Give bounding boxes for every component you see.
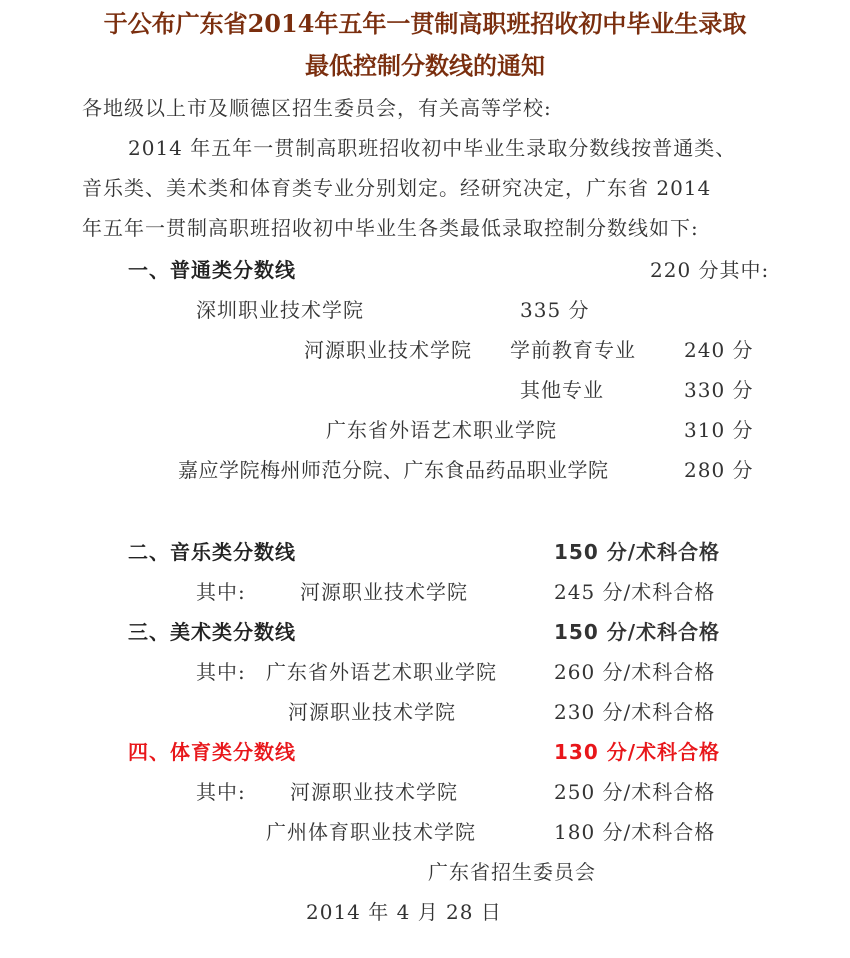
music-prefix: 其中: bbox=[196, 580, 246, 604]
title-line-1: 于公布广东省2014年五年一贯制高职班招收初中毕业生录取 bbox=[103, 9, 747, 38]
general-heading: 一、普通类分数线 bbox=[128, 258, 296, 282]
sports-prefix: 其中: bbox=[196, 780, 246, 804]
sports-school-1: 河源职业技术学院 bbox=[290, 780, 458, 804]
art-school-1: 广东省外语艺术职业学院 bbox=[266, 660, 497, 684]
general-school-1: 深圳职业技术学院 bbox=[196, 298, 364, 322]
art-prefix: 其中: bbox=[196, 660, 246, 684]
music-score-1: 245 分/术科合格 bbox=[554, 580, 716, 604]
sports-school-2: 广州体育职业技术学院 bbox=[266, 820, 476, 844]
general-score: 220 分其中: bbox=[650, 258, 770, 282]
sports-score: 130 分/术科合格 bbox=[554, 740, 721, 764]
body-line-1: 2014 年五年一贯制高职班招收初中毕业生录取分数线按普通类、 bbox=[128, 136, 737, 160]
body-line-3: 年五年一贯制高职班招收初中毕业生各类最低录取控制分数线如下: bbox=[82, 216, 699, 240]
sports-score-2: 180 分/术科合格 bbox=[554, 820, 716, 844]
general-score-1: 335 分 bbox=[520, 298, 590, 322]
body-line-2: 音乐类、美术类和体育类专业分别划定。经研究决定，广东省 2014 bbox=[82, 176, 712, 200]
general-major-3: 其他专业 bbox=[520, 378, 604, 402]
art-score: 150 分/术科合格 bbox=[554, 620, 721, 644]
music-school-1: 河源职业技术学院 bbox=[300, 580, 468, 604]
art-school-2: 河源职业技术学院 bbox=[288, 700, 456, 724]
sports-score-1: 250 分/术科合格 bbox=[554, 780, 716, 804]
salutation: 各地级以上市及顺德区招生委员会，有关高等学校: bbox=[82, 96, 552, 120]
music-score: 150 分/术科合格 bbox=[554, 540, 721, 564]
general-score-2: 240 分 bbox=[684, 338, 754, 362]
general-score-4: 310 分 bbox=[684, 418, 754, 442]
art-heading: 三、美术类分数线 bbox=[128, 620, 296, 644]
music-heading: 二、音乐类分数线 bbox=[128, 540, 296, 564]
title-line-2: 最低控制分数线的通知 bbox=[305, 51, 545, 80]
general-major-2: 学前教育专业 bbox=[510, 338, 636, 362]
general-score-3: 330 分 bbox=[684, 378, 754, 402]
general-score-5: 280 分 bbox=[684, 458, 754, 482]
art-score-2: 230 分/术科合格 bbox=[554, 700, 716, 724]
general-school-2: 河源职业技术学院 bbox=[304, 338, 472, 362]
issuer: 广东省招生委员会 bbox=[428, 860, 596, 884]
general-school-5: 嘉应学院梅州师范分院、广东食品药品职业学院 bbox=[178, 458, 609, 482]
issue-date: 2014 年 4 月 28 日 bbox=[306, 900, 502, 924]
sports-heading: 四、体育类分数线 bbox=[128, 740, 296, 764]
art-score-1: 260 分/术科合格 bbox=[554, 660, 716, 684]
general-school-4: 广东省外语艺术职业学院 bbox=[326, 418, 557, 442]
